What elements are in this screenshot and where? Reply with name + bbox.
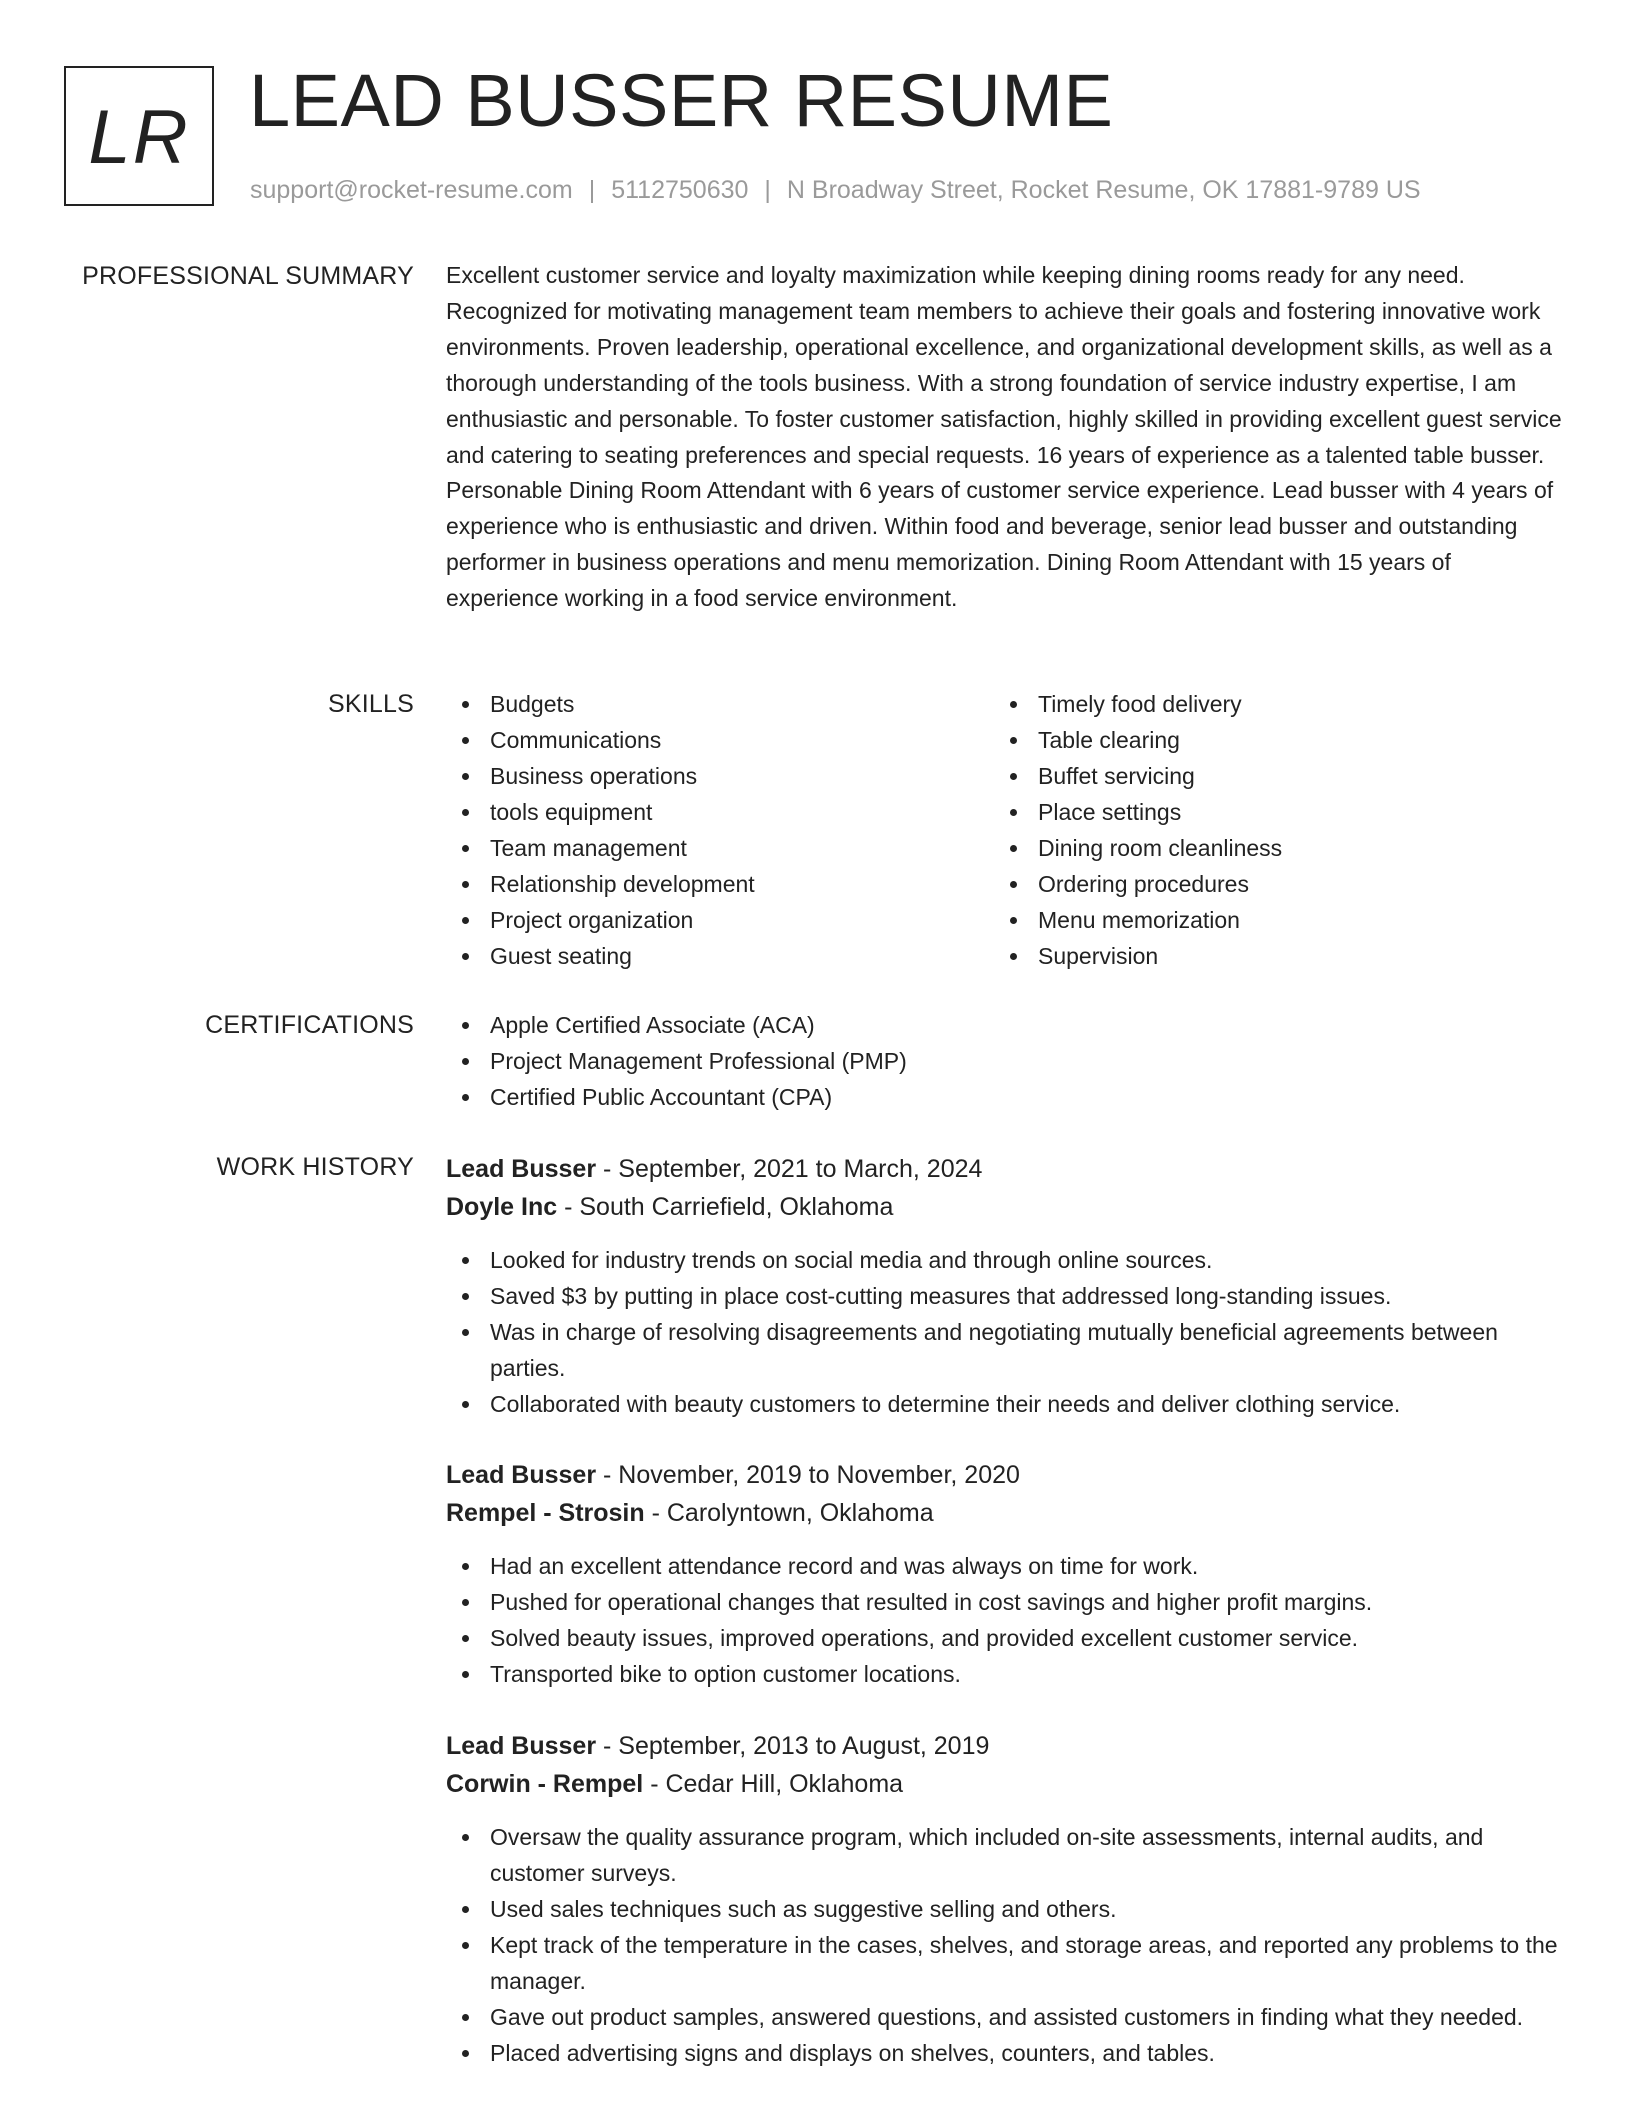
- monogram-logo: [64, 66, 214, 206]
- job-bullet: Solved beauty issues, improved operations, and provided excellent customer service.: [446, 1620, 1566, 1656]
- skill-item: Buffet servicing: [994, 758, 1542, 794]
- job-bullet: Placed advertising signs and displays on shelves, counters, and tables.: [446, 2035, 1566, 2071]
- job-company: Rempel - Strosin: [446, 1499, 645, 1527]
- job-title: Lead Busser: [446, 1155, 597, 1183]
- skill-item: Dining room cleanliness: [994, 830, 1542, 866]
- job-bullet: Transported bike to option customer locations.: [446, 1656, 1566, 1692]
- summary-body: [446, 258, 1566, 617]
- skill-item: Communications: [446, 722, 994, 758]
- monogram-initials: LR: [88, 95, 190, 180]
- certifications-list: [446, 1007, 1566, 1115]
- certification-item: Project Management Professional (PMP): [446, 1043, 1566, 1079]
- job-bullet: Collaborated with beauty customers to determine their needs and deliver clothing service.: [446, 1386, 1566, 1422]
- certification-item: Certified Public Accountant (CPA): [446, 1079, 1566, 1115]
- skills-body: [446, 686, 1566, 974]
- skill-item: Menu memorization: [994, 902, 1542, 938]
- resume-title: LEAD BUSSER RESUME: [249, 59, 1114, 142]
- job-location: - South Carriefield, Oklahoma: [557, 1193, 894, 1221]
- section-heading-work-history: WORK HISTORY: [216, 1153, 414, 1181]
- contact-email: support@rocket-resume.com: [250, 176, 573, 204]
- job-bullets: [446, 1548, 1566, 1692]
- job-bullet: Used sales techniques such as suggestive selling and others.: [446, 1891, 1566, 1927]
- job-dates: - September, 2021 to March, 2024: [596, 1155, 983, 1183]
- job-company-line: [446, 1765, 1566, 1803]
- job-bullet: Had an excellent attendance record and was always on time for work.: [446, 1548, 1566, 1584]
- job-bullet: Looked for industry trends on social media and through online sources.: [446, 1242, 1566, 1278]
- skill-item: Budgets: [446, 686, 994, 722]
- contact-phone: 5112750630: [611, 176, 749, 204]
- job-bullet: Was in charge of resolving disagreements and negotiating mutually beneficial agreements between parties.: [446, 1314, 1566, 1386]
- job-company-line: [446, 1494, 1566, 1532]
- contact-line: [250, 174, 1421, 206]
- job-title: Lead Busser: [446, 1732, 597, 1760]
- skill-item: Team management: [446, 830, 994, 866]
- job-dates: - November, 2019 to November, 2020: [596, 1461, 1020, 1489]
- job-title-line: [446, 1456, 1566, 1494]
- skills-list-left: [446, 686, 994, 974]
- job-bullets: [446, 1242, 1566, 1422]
- job-location: - Cedar Hill, Oklahoma: [643, 1770, 904, 1798]
- job-dates: - September, 2013 to August, 2019: [596, 1732, 990, 1760]
- skill-item: Supervision: [994, 938, 1542, 974]
- contact-address: N Broadway Street, Rocket Resume, OK 17881-9789 US: [786, 176, 1421, 204]
- skill-item: Guest seating: [446, 938, 994, 974]
- skill-item: Project organization: [446, 902, 994, 938]
- contact-separator: |: [588, 176, 596, 204]
- job-bullet: Kept track of the temperature in the cases, shelves, and storage areas, and reported any problems to the manager.: [446, 1927, 1566, 1999]
- section-heading-summary: PROFESSIONAL SUMMARY: [82, 262, 414, 290]
- job-company-line: [446, 1188, 1566, 1226]
- skill-item: tools equipment: [446, 794, 994, 830]
- job-bullet: Gave out product samples, answered questions, and assisted customers in finding what they needed.: [446, 1999, 1566, 2035]
- summary-text: Excellent customer service and loyalty maximization while keeping dining rooms ready for any need. Recognized for motivating management team members to achieve their goals and fostering innovative work environments. Proven leadership, operational excellence, and organizational development skills, as well as a thorough understanding of the tools business. With a strong foundation of service industry expertise, I am enthusiastic and personable. To foster customer satisfaction, highly skilled in providing excellent guest service and catering to seating preferences and special requests. 16 years of experience as a talented table busser. Personable Dining Room Attendant with 6 years of customer service experience. Lead busser with 4 years of experience who is enthusiastic and driven. Within food and beverage, senior lead busser and outstanding performer in business operations and menu memorization. Dining Room Attendant with 15 years of experience working in a food service environment.: [446, 262, 1562, 612]
- job-bullet: Saved $3 by putting in place cost-cutting measures that addressed long-standing issues.: [446, 1278, 1566, 1314]
- skill-item: Business operations: [446, 758, 994, 794]
- skill-item: Ordering procedures: [994, 866, 1542, 902]
- certifications-body: [446, 1007, 1566, 1115]
- skill-item: Relationship development: [446, 866, 994, 902]
- skills-list-right: [994, 686, 1542, 974]
- job-company: Corwin - Rempel: [446, 1770, 644, 1798]
- job-company: Doyle Inc: [446, 1193, 558, 1221]
- skill-item: Timely food delivery: [994, 686, 1542, 722]
- section-heading-skills: SKILLS: [328, 690, 414, 718]
- skill-item: Place settings: [994, 794, 1542, 830]
- job-bullet: Oversaw the quality assurance program, which included on-site assessments, internal audits, and customer surveys.: [446, 1819, 1566, 1891]
- section-heading-certifications: CERTIFICATIONS: [205, 1011, 414, 1039]
- certification-item: Apple Certified Associate (ACA): [446, 1007, 1566, 1043]
- job-location: - Carolyntown, Oklahoma: [644, 1499, 934, 1527]
- job-title: Lead Busser: [446, 1461, 597, 1489]
- skill-item: Table clearing: [994, 722, 1542, 758]
- job-bullets: [446, 1819, 1566, 2071]
- job-bullet: Pushed for operational changes that resulted in cost savings and higher profit margins.: [446, 1584, 1566, 1620]
- contact-separator: |: [764, 176, 771, 204]
- job-title-line: [446, 1150, 1566, 1188]
- job-title-line: [446, 1727, 1566, 1765]
